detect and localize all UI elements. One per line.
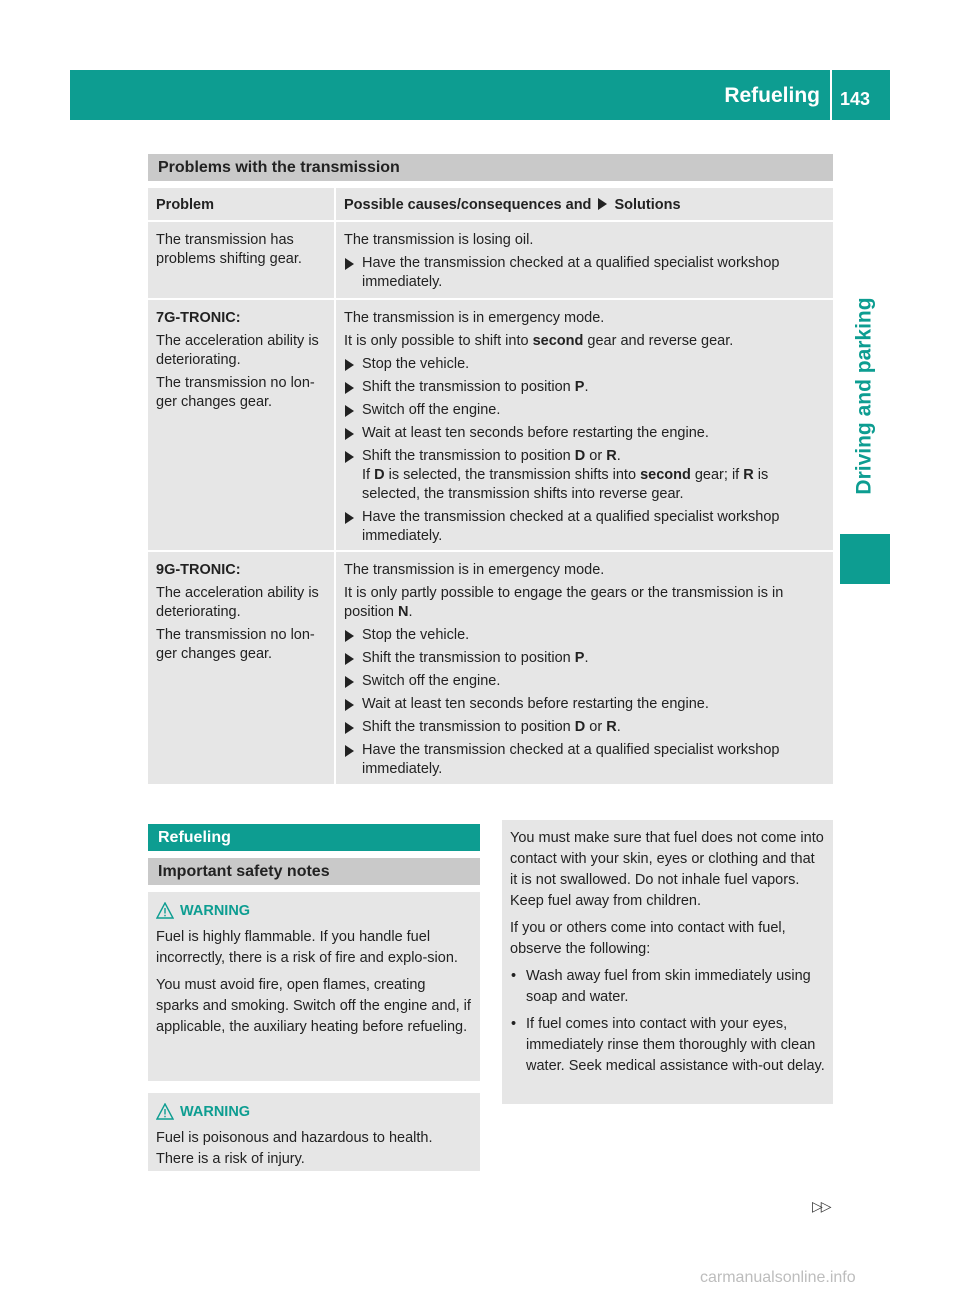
list-item xyxy=(510,1014,825,1077)
watermark: carmanualsonline.info xyxy=(700,1269,856,1286)
step-text: Stop the vehicle. xyxy=(362,356,470,372)
text-bold: P xyxy=(574,379,585,395)
text-bold: N xyxy=(398,604,409,620)
cause-text: The transmission is losing oil. xyxy=(344,232,534,248)
bullet-icon: • xyxy=(511,1016,517,1032)
warning-box-1 xyxy=(148,892,480,1081)
table-row-2-solution xyxy=(336,300,833,550)
solution-step: Shift the transmission to position P. xyxy=(344,649,825,668)
warning-heading xyxy=(156,902,472,921)
text: is selected, the transmission shifts into reverse gear. xyxy=(362,467,769,502)
table-header-solutions xyxy=(336,188,833,220)
warning-label: WARNING xyxy=(180,1104,251,1120)
step-text: Have the transmission checked at a qualified specialist workshop immediately. xyxy=(362,509,780,544)
text-bold: R xyxy=(606,448,617,464)
warning-text: Fuel is highly flammable. If you handle fuel incorrectly, there is a risk of fire and explo-sion. xyxy=(156,929,458,966)
warning-text: If you or others come into contact with fuel, observe the following: xyxy=(510,920,786,957)
table-row-1-problem xyxy=(148,222,334,298)
col-solutions-label-2: Solutions xyxy=(614,197,681,213)
subsection-title: Important safety notes xyxy=(158,863,330,880)
arrow-icon xyxy=(345,745,354,757)
header-separator xyxy=(830,70,832,120)
warning-label: WARNING xyxy=(180,903,251,919)
step-text: Have the transmission checked at a qualified specialist workshop immediately. xyxy=(362,255,780,290)
arrow-icon xyxy=(598,198,607,210)
col-solutions-label: Possible causes/consequences and xyxy=(344,197,592,213)
text-bold: D xyxy=(574,719,586,735)
problem-heading: 7G-TRONIC: xyxy=(156,310,241,326)
cause-text: The transmission is in emergency mode. xyxy=(344,562,605,578)
arrow-icon xyxy=(345,382,354,394)
solution-step xyxy=(344,626,825,645)
step-text: Have the transmission checked at a qualified specialist workshop immediately. xyxy=(362,742,780,777)
table-row-1-solution xyxy=(336,222,833,298)
solution-step xyxy=(344,424,825,443)
problem-text: The transmission no lon-ger changes gear. xyxy=(156,375,315,410)
cause-text xyxy=(344,332,825,351)
cause-text: It is only partly possible to engage the gears or the transmission is in position N. xyxy=(344,585,784,620)
solution-step xyxy=(344,355,825,374)
side-tab-label: Driving and parking xyxy=(852,297,876,495)
arrow-icon xyxy=(345,405,354,417)
step-text: Switch off the engine. xyxy=(362,673,501,689)
solution-step: Shift the transmission to position D or R. If D is selected, the transmission shifts into second gear; if R is selected, the transmission shifts into reverse gear. xyxy=(344,447,825,504)
text-bold: second xyxy=(640,467,691,483)
arrow-icon xyxy=(345,451,354,463)
problem-text: The transmission no lon-ger changes gear. xyxy=(156,627,315,662)
warning-continued-box xyxy=(502,820,833,1104)
cause-text: The transmission is in emergency mode. xyxy=(344,310,605,326)
solution-step xyxy=(344,741,825,779)
step-text: Shift the transmission to position xyxy=(362,448,571,464)
side-tab-marker xyxy=(840,534,890,584)
text-bold: R xyxy=(606,719,617,735)
solution-step xyxy=(344,672,825,691)
arrow-icon xyxy=(345,676,354,688)
list-item xyxy=(510,966,825,1008)
continue-icon: ▷▷ xyxy=(812,1198,830,1214)
subsection-heading xyxy=(148,858,480,885)
solution-step xyxy=(344,508,825,546)
warning-text: You must avoid fire, open flames, creating sparks and smoking. Switch off the engine and, if applicable, the auxiliary heating before refueling. xyxy=(156,977,471,1035)
table-row-3-solution xyxy=(336,552,833,784)
text: It is only partly possible to engage the gears or the transmission is in position xyxy=(344,585,784,620)
section-heading xyxy=(148,824,480,851)
text-bold: R xyxy=(743,467,754,483)
problem-text: The acceleration ability is deteriorating. xyxy=(156,333,319,368)
section-title: Refueling xyxy=(158,829,231,846)
problem-text: The transmission has problems shifting gear. xyxy=(156,232,302,267)
problem-heading: 9G-TRONIC: xyxy=(156,562,241,578)
step-text: Switch off the engine. xyxy=(362,402,501,418)
warning-icon xyxy=(156,902,174,919)
arrow-icon xyxy=(345,630,354,642)
text-bold: P xyxy=(574,650,585,666)
table-row-2-problem xyxy=(148,300,334,550)
step-text: Wait at least ten seconds before restarting the engine. xyxy=(362,425,709,441)
text: or xyxy=(589,448,603,464)
bullet-icon: • xyxy=(511,968,517,984)
step-text: Wait at least ten seconds before restarting the engine. xyxy=(362,696,709,712)
problem-text: The acceleration ability is deteriorating. xyxy=(156,585,319,620)
side-tab xyxy=(840,296,890,496)
list-item-text: If fuel comes into contact with your eyes, immediately rinse them thoroughly with clean water. Seek medical assistance with-out delay. xyxy=(526,1016,825,1074)
solution-step xyxy=(344,695,825,714)
warning-heading xyxy=(156,1103,472,1122)
solution-step xyxy=(344,254,825,292)
header-title: Refueling xyxy=(724,84,820,107)
warning-text: Fuel is poisonous and hazardous to health. There is a risk of injury. xyxy=(156,1130,433,1167)
arrow-icon xyxy=(345,359,354,371)
text: If xyxy=(362,467,371,483)
warning-icon xyxy=(156,1103,174,1120)
warning-box-2 xyxy=(148,1093,480,1171)
step-text: Shift the transmission to position xyxy=(362,719,571,735)
arrow-icon xyxy=(345,428,354,440)
text: or xyxy=(589,719,603,735)
arrow-icon xyxy=(345,512,354,524)
table-header-problem xyxy=(148,188,334,220)
arrow-icon xyxy=(345,699,354,711)
col-problem-label: Problem xyxy=(156,197,215,213)
text-bold: second xyxy=(532,333,584,349)
arrow-icon xyxy=(345,653,354,665)
page-number: 143 xyxy=(840,89,871,109)
warning-text: You must make sure that fuel does not come into contact with your skin, eyes or clothing and that it is not swallowed. Do not inhale fuel vapors. Keep fuel away from children. xyxy=(510,830,824,909)
solution-step: Shift the transmission to position P. xyxy=(344,378,825,397)
arrow-icon xyxy=(345,722,354,734)
table-title: Problems with the transmission xyxy=(158,159,400,176)
solution-step: Shift the transmission to position D or R. xyxy=(344,718,825,737)
table-title-bar xyxy=(148,154,833,181)
text: gear; if xyxy=(694,467,740,483)
text: It is only possible to shift into xyxy=(344,333,529,349)
arrow-icon xyxy=(345,258,354,270)
solution-step xyxy=(344,401,825,420)
text: is selected, the transmission shifts into xyxy=(388,467,637,483)
step-text: Shift the transmission to position xyxy=(362,650,571,666)
page-header xyxy=(70,70,890,120)
table-row-3-problem xyxy=(148,552,334,784)
text-bold: D xyxy=(374,467,385,483)
text-bold: D xyxy=(574,448,586,464)
text: gear and reverse gear. xyxy=(587,333,734,349)
step-text: Stop the vehicle. xyxy=(362,627,470,643)
step-text: Shift the transmission to position xyxy=(362,379,571,395)
list-item-text: Wash away fuel from skin immediately using soap and water. xyxy=(526,968,811,1005)
